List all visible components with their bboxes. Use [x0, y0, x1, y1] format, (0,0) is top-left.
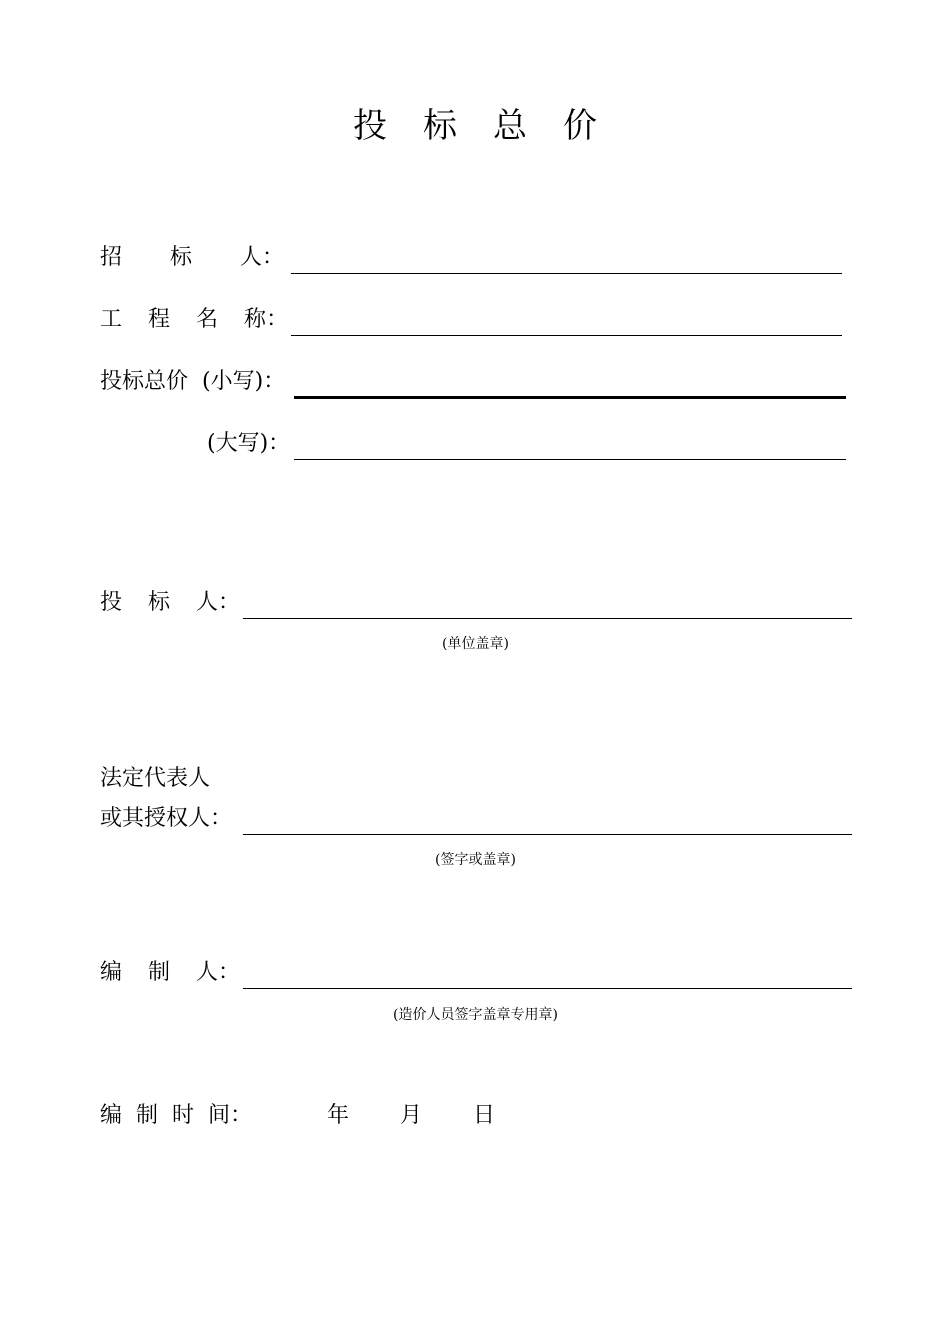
total-price-upper-label: (大写)：: [207, 431, 291, 456]
legal-rep-label-line2: 或其授权人：: [100, 806, 233, 831]
compiler-label: 编 制 人：: [100, 960, 241, 985]
compile-time-year: 年: [327, 1103, 350, 1128]
total-price-upper-field-line[interactable]: [294, 459, 846, 460]
legal-rep-label-line1: 法定代表人: [100, 766, 211, 791]
total-price-lower-field-line[interactable]: [294, 396, 846, 399]
compiler-note: (造价人员签字盖章专用章): [393, 1007, 558, 1023]
page-title: [0, 98, 950, 147]
project-name-field-line[interactable]: [291, 335, 842, 336]
tenderer-label: 招 标 人：: [100, 245, 285, 270]
tenderer-field-line[interactable]: [291, 273, 842, 274]
compile-time-label: 编 制 时 间：: [100, 1103, 253, 1128]
project-name-label: 工 程 名 称：: [100, 307, 289, 332]
bidder-field-line[interactable]: [243, 618, 852, 619]
total-price-lower-label: 投标总价 (小写)：: [100, 369, 286, 394]
title-char: 投: [353, 106, 387, 146]
title-char: 总: [493, 106, 527, 146]
legal-rep-note: (签字或盖章): [435, 852, 516, 868]
title-char: 价: [563, 106, 597, 146]
compile-time-month: 月: [400, 1103, 423, 1128]
bidder-note: (单位盖章): [442, 636, 509, 652]
bidder-label: 投 标 人：: [100, 590, 241, 615]
legal-rep-field-line[interactable]: [243, 834, 852, 835]
compiler-field-line[interactable]: [243, 988, 852, 989]
compile-time-day: 日: [473, 1103, 496, 1128]
title-char: 标: [423, 106, 457, 146]
